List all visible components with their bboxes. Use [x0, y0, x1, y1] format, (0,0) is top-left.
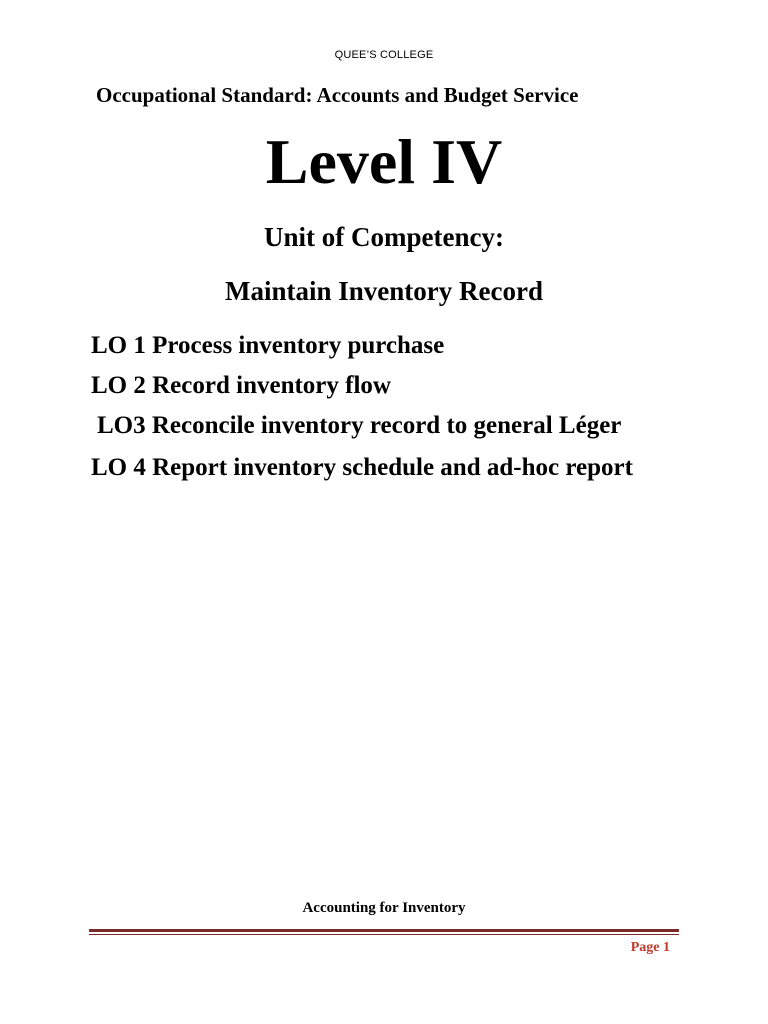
learning-outcome-2: LO 2 Record inventory flow — [91, 372, 391, 399]
level-title: Level IV — [265, 126, 503, 197]
unit-of-competency-label: Unit of Competency: — [264, 222, 504, 252]
page-header: QUEE’S COLLEGE — [334, 49, 434, 61]
learning-outcome-1: LO 1 Process inventory purchase — [91, 332, 445, 359]
footer-title: Accounting for Inventory — [302, 900, 466, 916]
unit-of-competency-name: Maintain Inventory Record — [225, 276, 543, 306]
footer-divider-thick — [89, 929, 679, 932]
occupational-standard: Occupational Standard: Accounts and Budget Service — [96, 83, 579, 107]
learning-outcome-4: LO 4 Report inventory schedule and ad-hoc report — [91, 454, 633, 481]
footer-divider-thin — [89, 934, 679, 935]
page-number: Page 1 — [630, 940, 670, 955]
learning-outcome-3: LO3 Reconcile inventory record to general Léger — [97, 412, 622, 439]
